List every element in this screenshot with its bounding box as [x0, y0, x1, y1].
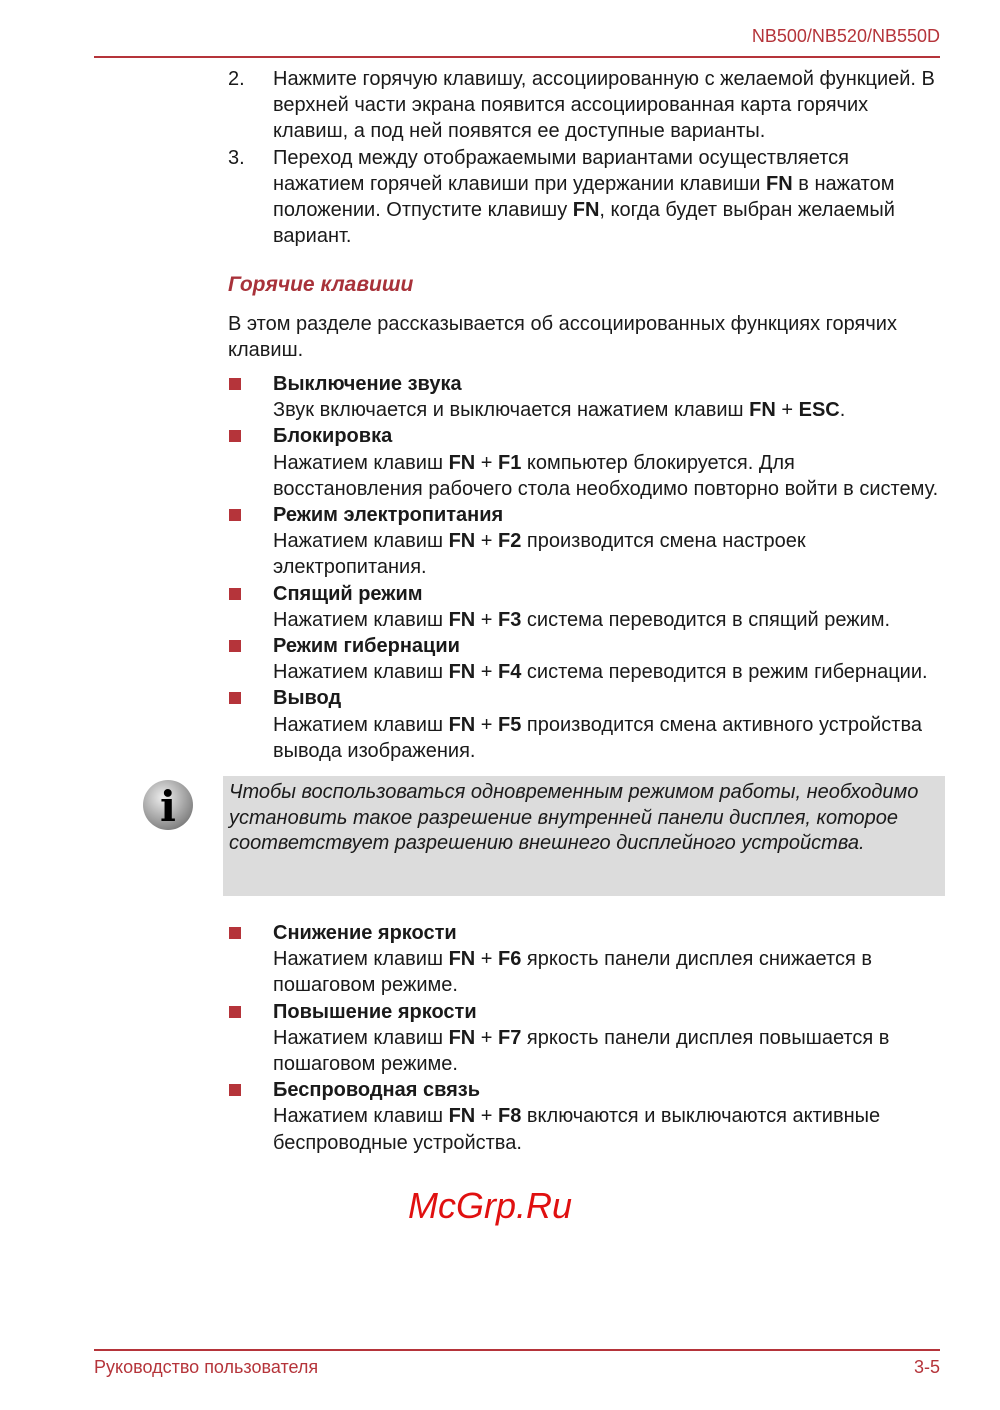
text-segment: производится смена настроек электропитания.: [273, 530, 806, 579]
key-name: FN: [572, 199, 600, 221]
key-name: F7: [498, 1026, 522, 1049]
step-text: Нажмите горячую клавишу, ассоциированную с желаемой функцией. В верхней части экрана появится ассоциированная карта горячих клавиш, а под ней появятся ее доступные варианты.: [273, 68, 935, 142]
hotkey-title: Блокировка: [273, 425, 393, 448]
bullet-icon: [228, 920, 273, 999]
note: [160, 776, 945, 896]
key-separator: +: [475, 1026, 499, 1049]
hotkey-item: [228, 920, 940, 999]
bullet-icon: [228, 685, 273, 764]
watermark: McGrp.Ru: [408, 1184, 573, 1226]
hotkey-title: Снижение яркости: [273, 922, 457, 945]
text-segment: яркость панели дисплея снижается в пошаговом режиме.: [273, 948, 872, 997]
text-segment: система переводится в спящий режим.: [521, 608, 891, 631]
hotkey-body: [273, 581, 890, 633]
key-separator: +: [475, 1105, 499, 1128]
footer: [0, 1349, 1000, 1410]
bullet-icon: [228, 502, 273, 581]
footer-rule: [94, 1349, 940, 1351]
key-name: F3: [498, 608, 522, 631]
text-segment: Нажатием клавиш: [273, 451, 449, 474]
step-text: [273, 145, 940, 249]
bullet-icon: [228, 1077, 273, 1156]
hotkey-item: [228, 502, 940, 581]
key-name: FN: [448, 1026, 476, 1049]
key-name: F2: [498, 530, 522, 553]
hotkey-body: [273, 1077, 940, 1156]
text-segment: Нажатием клавиш: [273, 1026, 449, 1049]
hotkey-body: [273, 371, 845, 423]
text-segment: Нажатием клавиш: [273, 608, 449, 631]
bullet-icon: [228, 423, 273, 502]
hotkey-item: [228, 581, 940, 633]
key-name: F5: [498, 713, 522, 736]
hotkey-body: [273, 920, 940, 999]
section-heading: Горячие клавиши: [228, 273, 414, 296]
bullet-icon: [228, 999, 273, 1078]
steps-list: [228, 66, 940, 249]
key-name: F1: [498, 451, 522, 474]
hotkey-list: [228, 371, 940, 764]
text-segment: Нажатием клавиш: [273, 713, 449, 736]
key-name: FN: [448, 451, 476, 474]
info-icon: i: [143, 780, 193, 830]
text-segment: .: [839, 399, 846, 422]
hotkey-item: [228, 685, 940, 764]
hotkey-title: Спящий режим: [273, 582, 423, 605]
hotkey-item: [228, 999, 940, 1078]
text-segment: Нажатием клавиш: [273, 948, 449, 971]
key-name: FN: [448, 661, 476, 684]
note-text: Чтобы воспользоваться одновременным режимом работы, необходимо установить такое разрешение внутренней панели дисплея, которое соответствует разрешению внешнего дисплейного устройства.: [229, 781, 919, 855]
hotkey-title: Повышение яркости: [273, 1000, 477, 1023]
key-name: FN: [448, 608, 476, 631]
key-name: FN: [448, 948, 476, 971]
hotkey-item: [228, 1077, 940, 1156]
hotkey-description: [273, 1025, 940, 1077]
hotkey-title: Режим гибернации: [273, 635, 460, 658]
text-segment: яркость панели дисплея повышается в пошаговом режиме.: [273, 1026, 890, 1076]
step-number: 2.: [228, 68, 245, 90]
hotkey-description: [273, 712, 940, 764]
key-separator: +: [475, 608, 499, 631]
hotkey-list-continued: [228, 920, 940, 1156]
hotkey-body: [273, 685, 940, 764]
step-item: [228, 145, 940, 249]
text-segment: Переход между отображаемыми вариантами осуществляется нажатием горячей клавиши при удержании клавиши: [273, 147, 849, 195]
hotkey-title: Беспроводная связь: [273, 1079, 481, 1102]
hotkey-item: [228, 633, 940, 685]
key-name: FN: [766, 173, 793, 195]
key-name: ESC: [798, 399, 840, 422]
text-segment: Нажатием клавиш: [273, 530, 449, 553]
section-intro: В этом разделе рассказывается об ассоциированных функциях горячих клавиш.: [228, 313, 897, 361]
text-segment: Нажатием клавиш: [273, 1105, 449, 1128]
hotkey-title: Вывод: [273, 687, 342, 710]
bullet-icon: [228, 633, 273, 685]
hotkey-description: [273, 659, 928, 685]
key-name: F4: [498, 661, 522, 684]
step-item: [228, 66, 940, 144]
text-segment: Нажатием клавиш: [273, 661, 449, 684]
text-segment: система переводится в режим гибернации.: [521, 661, 928, 684]
text-segment: включаются и выключаются активные беспроводные устройства.: [273, 1105, 881, 1154]
hotkey-body: [273, 423, 940, 502]
key-separator: +: [475, 713, 499, 736]
key-name: FN: [448, 713, 476, 736]
header-model: NB500/NB520/NB550D: [751, 26, 940, 46]
key-separator: +: [475, 661, 499, 684]
hotkey-description: [273, 946, 940, 998]
hotkey-item: [228, 371, 940, 423]
key-name: FN: [448, 530, 476, 553]
hotkey-description: [273, 607, 890, 633]
hotkey-description: [273, 1103, 940, 1155]
hotkey-title: Режим электропитания: [273, 504, 504, 527]
key-name: FN: [749, 399, 776, 422]
text-segment: компьютер блокируется. Для восстановления рабочего стола необходимо повторно войти в систему.: [273, 451, 939, 500]
hotkey-body: [273, 502, 940, 581]
hotkey-body: [273, 633, 928, 685]
note-box: [223, 776, 945, 896]
key-name: F6: [498, 948, 522, 971]
bullet-icon: [228, 371, 273, 423]
text-segment: , когда будет выбран желаемый вариант.: [273, 199, 895, 247]
hotkey-description: [273, 528, 940, 580]
bullet-icon: [228, 581, 273, 633]
footer-title: Руководство пользователя: [94, 1357, 319, 1377]
key-separator: +: [475, 451, 499, 474]
hotkey-description: [273, 397, 845, 423]
text-segment: Звук включается и выключается нажатием клавиш: [273, 399, 750, 422]
hotkey-item: [228, 423, 940, 502]
key-separator: +: [775, 399, 799, 422]
text-segment: в нажатом положении. Отпустите клавишу: [273, 173, 895, 221]
hotkey-title: Выключение звука: [273, 373, 462, 395]
key-separator: +: [475, 948, 499, 971]
step-number: 3.: [228, 147, 245, 169]
hotkey-body: [273, 999, 940, 1078]
text-segment: производится смена активного устройства вывода изображения.: [273, 713, 922, 762]
page-number: 3-5: [913, 1357, 940, 1377]
key-separator: +: [475, 530, 499, 553]
key-name: F8: [498, 1105, 522, 1128]
hotkey-description: [273, 450, 940, 502]
key-name: FN: [448, 1105, 476, 1128]
